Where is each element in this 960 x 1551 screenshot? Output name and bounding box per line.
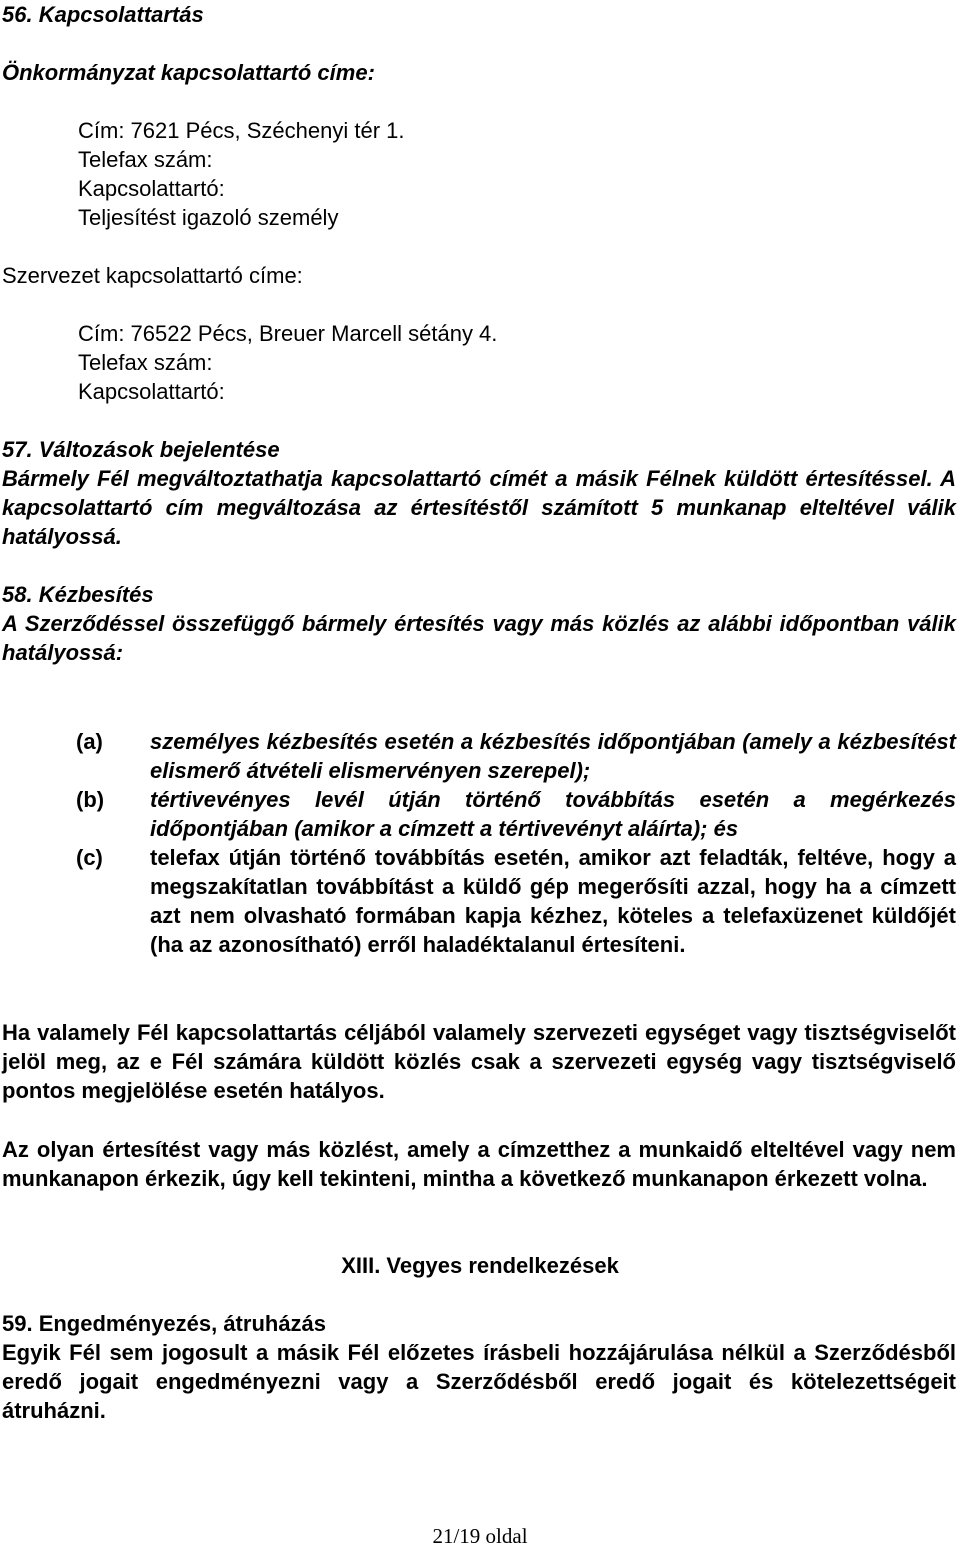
- section-58-intro: A Szerződéssel összefüggő bármely értesítés vagy más közlés az alábbi időpontban válik hatályossá:: [2, 611, 956, 665]
- list-item-label-a: (a): [76, 729, 103, 754]
- list-item-text-a: személyes kézbesítés esetén a kézbesítés időpontjában (amely a kézbesítést elismerő átvételi elismervényen szerepel);: [150, 729, 956, 783]
- org-telefax: Telefax szám:: [78, 350, 213, 375]
- municipality-telefax: Telefax szám:: [78, 147, 213, 172]
- municipality-contact-person: Kapcsolattartó:: [78, 176, 225, 201]
- page-number: 21/19 oldal: [432, 1524, 528, 1548]
- list-item-text-c: telefax útján történő továbbítás esetén, amikor azt feladták, feltéve, hogy a megszakítatlan továbbítást a küldő gép megerősíti azzal, hogy ha a címzett azt nem olvasható formában kapja kézhez, köteles a telefaxüzenet küldőjét (ha az azonosítható) erről haladéktalanul értesíteni.: [150, 845, 956, 957]
- list-item-label-b: (b): [76, 787, 105, 812]
- section-59-heading: 59. Engedményezés, átruházás: [2, 1311, 327, 1336]
- municipality-address: Cím: 7621 Pécs, Széchenyi tér 1.: [78, 118, 405, 143]
- chapter-13-heading: XIII. Vegyes rendelkezések: [341, 1253, 619, 1278]
- org-contact-label: Szervezet kapcsolattartó címe:: [2, 263, 303, 288]
- section-58-paragraph-1: Ha valamely Fél kapcsolattartás céljából valamely szervezeti egységet vagy tisztségviselőt jelöl meg, az e Fél számára küldött közlés csak a szervezeti egység vagy tisztségviselő pontos megjelölése esetén hatályos.: [2, 1020, 956, 1103]
- section-57-text: Bármely Fél megváltoztathatja kapcsolattartó címét a másik Félnek küldött értesítéssel. A kapcsolattartó cím megváltozása az értesítéstől számított 5 munkanap elteltével válik hatályossá.: [2, 466, 956, 549]
- section-58-paragraph-2: Az olyan értesítést vagy más közlést, amely a címzetthez a munkaidő elteltével vagy nem munkanapon érkezik, úgy kell tekinteni, mintha a következő munkanapon érkezett volna.: [2, 1137, 956, 1191]
- org-contact-person: Kapcsolattartó:: [78, 379, 225, 404]
- list-item-label-c: (c): [76, 845, 103, 870]
- section-59-text: Egyik Fél sem jogosult a másik Fél előzetes írásbeli hozzájárulása nélkül a Szerződésből eredő jogait engedményezni vagy a Szerződésből eredő jogait és kötelezettségeit átruházni.: [2, 1340, 956, 1423]
- section-57-heading: 57. Változások bejelentése: [2, 437, 280, 462]
- section-56-heading: 56. Kapcsolattartás: [2, 2, 204, 27]
- municipality-certifier: Teljesítést igazoló személy: [78, 205, 339, 230]
- municipality-contact-label: Önkormányzat kapcsolattartó címe:: [2, 60, 375, 85]
- section-58-heading: 58. Kézbesítés: [2, 582, 154, 607]
- list-item-text-b: tértivevényes levél útján történő továbbítás esetén a megérkezés időpontjában (amikor a címzett a tértivevényt aláírta); és: [150, 787, 956, 841]
- org-address: Cím: 76522 Pécs, Breuer Marcell sétány 4.: [78, 321, 498, 346]
